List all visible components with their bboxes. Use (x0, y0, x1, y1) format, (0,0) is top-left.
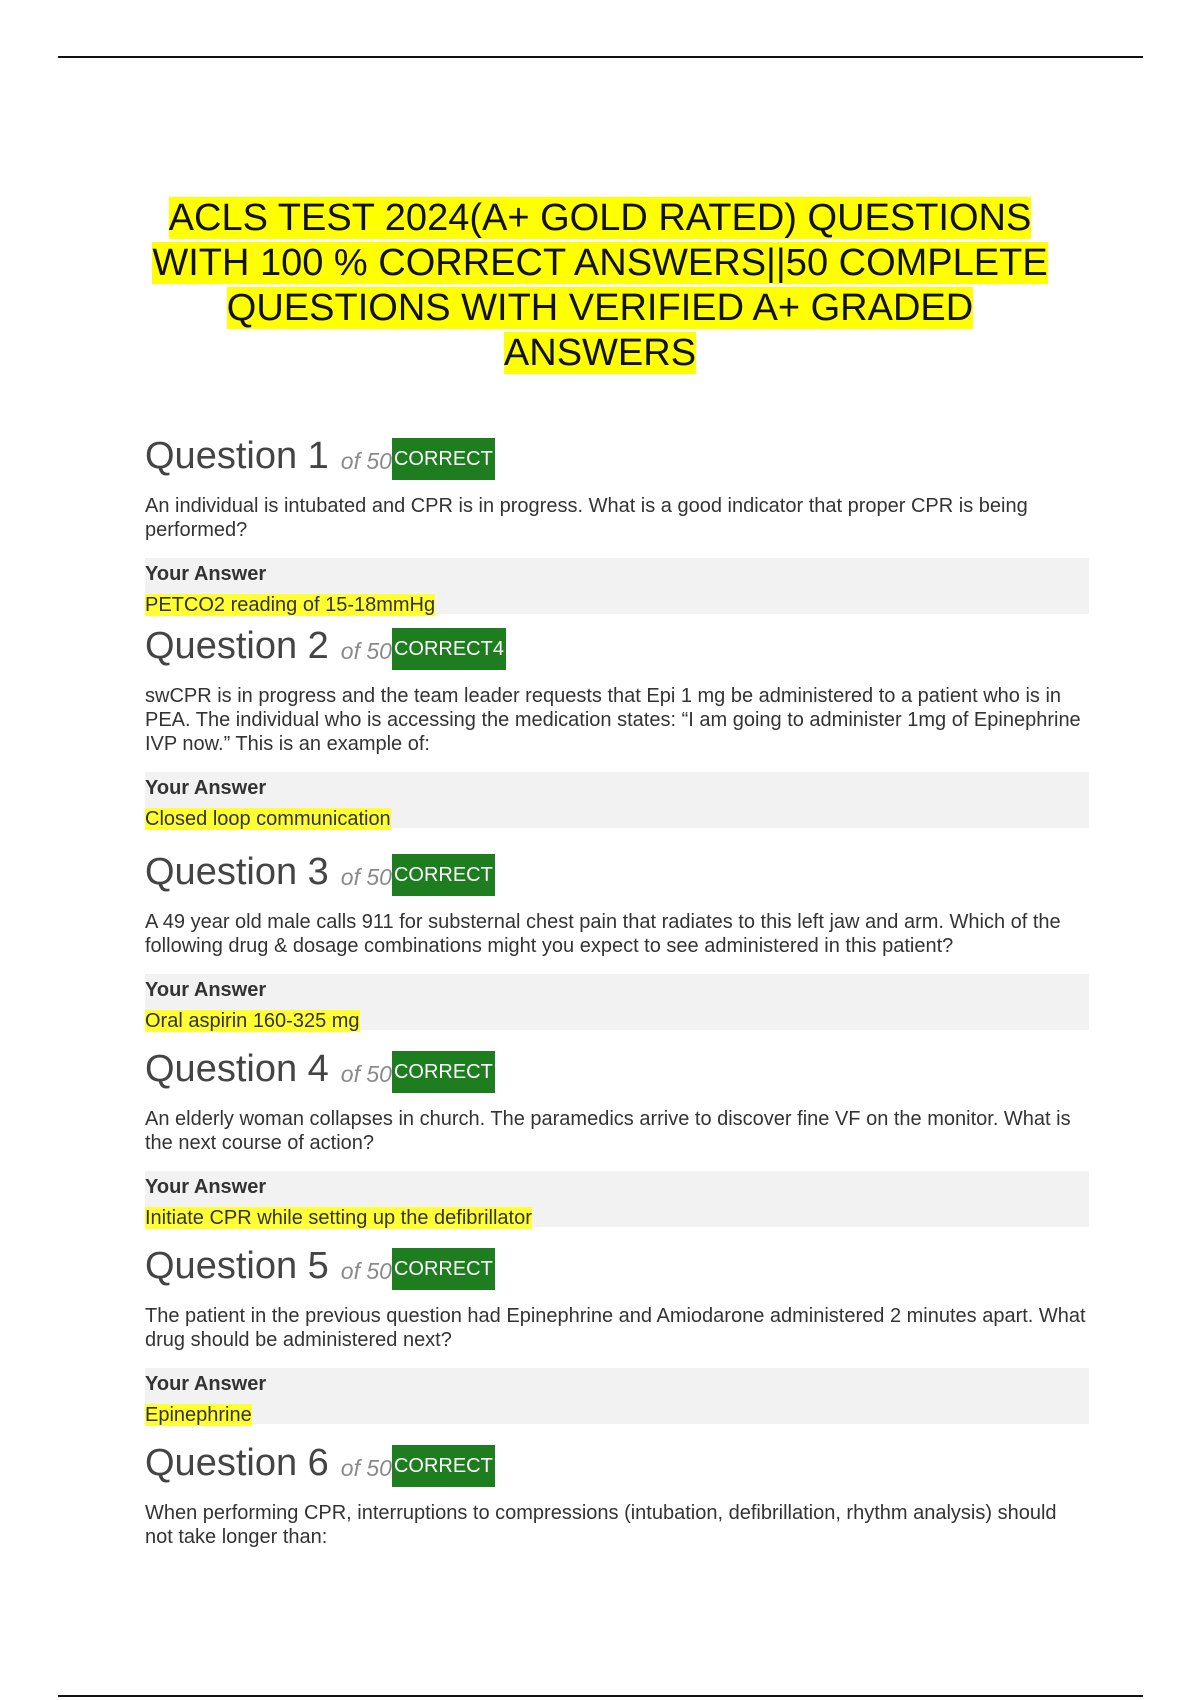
question-count: of 50 (340, 1061, 392, 1087)
question-title: Question 4 (145, 1048, 329, 1090)
question-header (145, 1437, 1089, 1483)
correct-badge: CORRECT (392, 854, 495, 896)
answer-value: Closed loop communication (145, 808, 391, 830)
question-2 (145, 620, 1089, 846)
title-line-1: ACLS TEST 2024(A+ GOLD RATED) QUESTIONS (168, 197, 1032, 239)
question-text: An elderly woman collapses in church. The paramedics arrive to discover fine VF on the monitor. What is the next course of action? (145, 1108, 1071, 1154)
question-title: Question 6 (145, 1442, 329, 1484)
correct-badge: CORRECT (392, 1051, 495, 1093)
top-rule (58, 56, 1143, 58)
answer-label: Your Answer (145, 777, 267, 799)
answer-value: Initiate CPR while setting up the defibrillator (145, 1207, 532, 1229)
question-4 (145, 1043, 1089, 1240)
bottom-rule (58, 1695, 1143, 1697)
title-line-3: QUESTIONS WITH VERIFIED A+ GRADED (226, 287, 974, 329)
question-count: of 50 (340, 448, 392, 474)
question-header (145, 620, 1089, 666)
question-1 (145, 430, 1089, 620)
question-count: of 50 (340, 1455, 392, 1481)
question-5 (145, 1240, 1089, 1437)
answer-box (145, 974, 1089, 1030)
question-header (145, 430, 1089, 476)
question-count: of 50 (340, 864, 392, 890)
question-header (145, 1043, 1089, 1089)
question-text: When performing CPR, interruptions to compressions (intubation, defibrillation, rhythm analysis) should not take longer than: (145, 1502, 1057, 1548)
answer-box (145, 1368, 1089, 1424)
answer-label: Your Answer (145, 1176, 267, 1198)
question-text: swCPR is in progress and the team leader requests that Epi 1 mg be administered to a patient who is in PEA. The individual who is accessing the medication states: “I am going to administer 1mg of Epinephrine IVP now.” This is an example of: (145, 685, 1081, 755)
answer-value: PETCO2 reading of 15-18mmHg (145, 594, 436, 616)
question-text: The patient in the previous question had Epinephrine and Amiodarone administered 2 minutes apart. What drug should be administered next? (145, 1305, 1086, 1351)
question-header (145, 1240, 1089, 1286)
answer-label: Your Answer (145, 563, 267, 585)
question-list (145, 430, 1089, 1549)
title-line-4: ANSWERS (503, 332, 697, 374)
correct-badge: CORRECT4 (392, 628, 506, 670)
question-title: Question 3 (145, 851, 329, 893)
question-count: of 50 (340, 1258, 392, 1284)
answer-label: Your Answer (145, 979, 267, 1001)
question-header (145, 846, 1089, 892)
question-text: A 49 year old male calls 911 for substernal chest pain that radiates to this left jaw and arm. Which of the following drug & dosage combinations might you expect to see administered in this patient? (145, 911, 1061, 957)
correct-badge: CORRECT (392, 438, 495, 480)
question-title: Question 2 (145, 625, 329, 667)
title-line-2: WITH 100 % CORRECT ANSWERS||50 COMPLETE (152, 242, 1048, 284)
answer-value: Epinephrine (145, 1404, 252, 1426)
answer-value: Oral aspirin 160-325 mg (145, 1010, 360, 1032)
answer-box (145, 772, 1089, 828)
question-3 (145, 846, 1089, 1043)
answer-box (145, 1171, 1089, 1227)
question-title: Question 1 (145, 435, 329, 477)
correct-badge: CORRECT (392, 1248, 495, 1290)
document-title (130, 196, 1070, 376)
question-6 (145, 1437, 1089, 1549)
answer-box (145, 558, 1089, 614)
correct-badge: CORRECT (392, 1445, 495, 1487)
question-count: of 50 (340, 638, 392, 664)
question-title: Question 5 (145, 1245, 329, 1287)
answer-label: Your Answer (145, 1373, 267, 1395)
question-text: An individual is intubated and CPR is in progress. What is a good indicator that proper CPR is being performed? (145, 495, 1028, 541)
